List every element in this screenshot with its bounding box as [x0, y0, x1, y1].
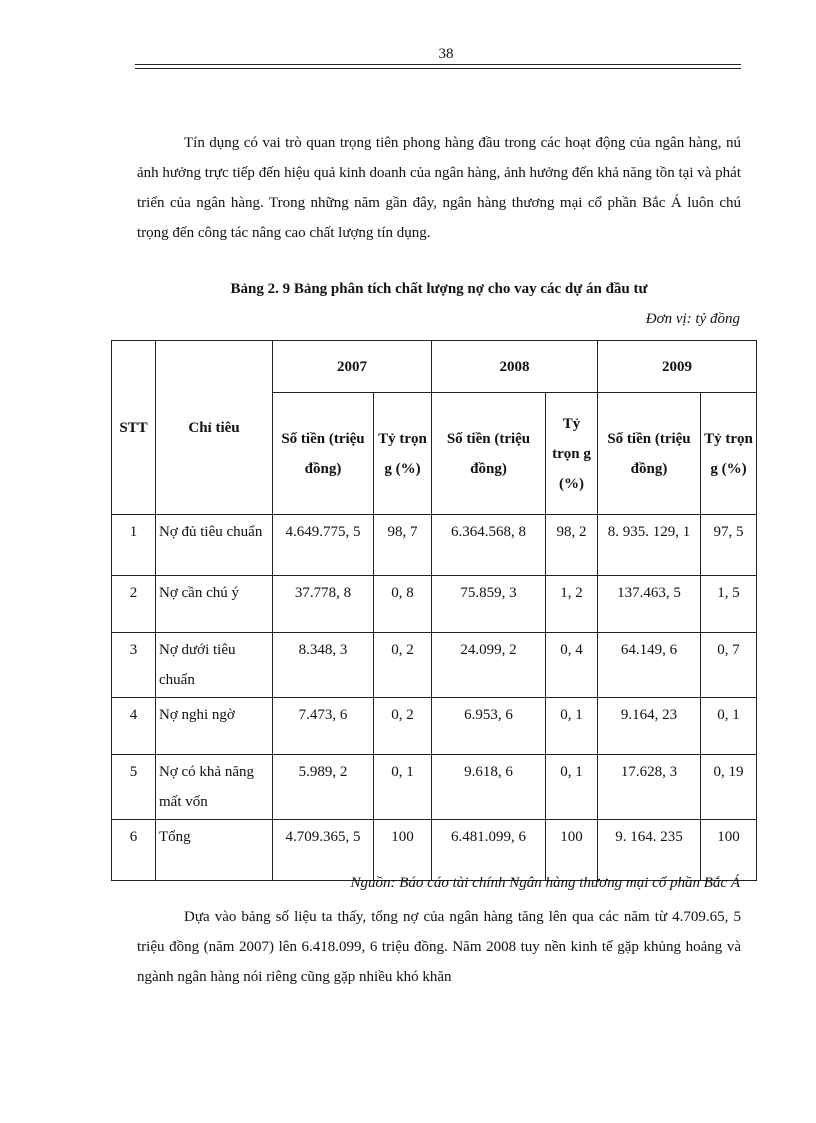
- cell-amount-2007: 37.778, 8: [273, 576, 374, 633]
- cell-share-2007: 0, 2: [374, 633, 432, 698]
- header-stt: STT: [112, 341, 156, 515]
- cell-share-2009: 0, 1: [701, 698, 757, 755]
- cell-share-2007: 98, 7: [374, 515, 432, 576]
- table-row: [112, 698, 757, 755]
- header-amount-2009: Số tiền (triệu đồng): [598, 393, 701, 515]
- cell-stt: 6: [112, 820, 156, 881]
- cell-amount-2008: 6.364.568, 8: [432, 515, 546, 576]
- cell-amount-2009: 17.628, 3: [598, 755, 701, 820]
- header-year-2009: 2009: [598, 341, 757, 393]
- cell-share-2009: 100: [701, 820, 757, 881]
- cell-share-2009: 0, 7: [701, 633, 757, 698]
- cell-stt: 2: [112, 576, 156, 633]
- cell-chi-tieu: Nợ dưới tiêu chuẩn: [156, 633, 273, 698]
- cell-amount-2007: 4.649.775, 5: [273, 515, 374, 576]
- cell-amount-2007: 5.989, 2: [273, 755, 374, 820]
- cell-share-2008: 1, 2: [546, 576, 598, 633]
- cell-amount-2008: 6.953, 6: [432, 698, 546, 755]
- cell-share-2007: 0, 2: [374, 698, 432, 755]
- table-row: [112, 515, 757, 576]
- cell-amount-2009: 137.463, 5: [598, 576, 701, 633]
- cell-chi-tieu: Tổng: [156, 820, 273, 881]
- cell-share-2008: 0, 4: [546, 633, 598, 698]
- header-year-2007: 2007: [273, 341, 432, 393]
- table-row: [112, 576, 757, 633]
- header-rule-thin: [135, 68, 741, 69]
- header-share-2007: Tỷ trọn g (%): [374, 393, 432, 515]
- cell-amount-2008: 24.099, 2: [432, 633, 546, 698]
- cell-stt: 4: [112, 698, 156, 755]
- cell-stt: 3: [112, 633, 156, 698]
- cell-amount-2008: 75.859, 3: [432, 576, 546, 633]
- cell-amount-2007: 8.348, 3: [273, 633, 374, 698]
- cell-share-2007: 0, 1: [374, 755, 432, 820]
- cell-amount-2009: 8. 935. 129, 1: [598, 515, 701, 576]
- header-year-2008: 2008: [432, 341, 598, 393]
- table-row: [112, 633, 757, 698]
- cell-amount-2008: 9.618, 6: [432, 755, 546, 820]
- cell-share-2009: 1, 5: [701, 576, 757, 633]
- table-title: Bảng 2. 9 Bảng phân tích chất lượng nợ cho vay các dự án đầu tư: [230, 281, 648, 297]
- cell-share-2009: 97, 5: [701, 515, 757, 576]
- intro-paragraph: Tín dụng có vai trò quan trọng tiên phong hàng đầu trong các hoạt động của ngân hàng, nú ảnh hưởng trực tiếp đến hiệu quả kinh doanh của ngân hàng, ảnh hưởng đến khả năng tồn tại và phát triển của ngân hàng. Trong những năm gần đây, ngân hàng thương mại cổ phần Bắc Á luôn chú trọng đến công tác nâng cao chất lượng tín dụng.: [137, 135, 741, 241]
- cell-amount-2008: 6.481.099, 6: [432, 820, 546, 881]
- page-number: 38: [438, 46, 454, 62]
- table-row: [112, 820, 757, 881]
- cell-chi-tieu: Nợ có khả năng mất vốn: [156, 755, 273, 820]
- cell-amount-2007: 7.473, 6: [273, 698, 374, 755]
- cell-share-2007: 0, 8: [374, 576, 432, 633]
- cell-amount-2009: 64.149, 6: [598, 633, 701, 698]
- cell-amount-2009: 9. 164. 235: [598, 820, 701, 881]
- cell-stt: 1: [112, 515, 156, 576]
- header-rule-thick: [135, 64, 741, 65]
- cell-amount-2009: 9.164, 23: [598, 698, 701, 755]
- header-share-2008: Tỷ trọn g (%): [546, 393, 598, 515]
- cell-stt: 5: [112, 755, 156, 820]
- header-amount-2007: Số tiền (triệu đồng): [273, 393, 374, 515]
- cell-share-2007: 100: [374, 820, 432, 881]
- cell-share-2009: 0, 19: [701, 755, 757, 820]
- cell-share-2008: 98, 2: [546, 515, 598, 576]
- cell-share-2008: 0, 1: [546, 698, 598, 755]
- source-note: Nguồn: Báo cáo tài chính Ngân hàng thương mại cổ phần Bắc Á: [350, 875, 740, 891]
- unit-label: Đơn vị: tỷ đồng: [645, 311, 740, 327]
- header-share-2009: Tỷ trọn g (%): [701, 393, 757, 515]
- cell-chi-tieu: Nợ cần chú ý: [156, 576, 273, 633]
- header-chi-tieu: Chỉ tiêu: [156, 341, 273, 515]
- analysis-paragraph: Dựa vào bảng số liệu ta thấy, tổng nợ của ngân hàng tăng lên qua các năm từ 4.709.65, 5 triệu đồng (năm 2007) lên 6.418.099, 6 triệu đồng. Năm 2008 tuy nền kinh tế gặp khủng hoảng và ngành ngân hàng nói riêng cũng gặp nhiều khó khăn: [137, 909, 741, 985]
- cell-chi-tieu: Nợ đủ tiêu chuẩn: [156, 515, 273, 576]
- table-row: [112, 755, 757, 820]
- cell-chi-tieu: Nợ nghi ngờ: [156, 698, 273, 755]
- cell-amount-2007: 4.709.365, 5: [273, 820, 374, 881]
- cell-share-2008: 100: [546, 820, 598, 881]
- header-amount-2008: Số tiền (triệu đồng): [432, 393, 546, 515]
- debt-quality-table: [111, 340, 757, 881]
- cell-share-2008: 0, 1: [546, 755, 598, 820]
